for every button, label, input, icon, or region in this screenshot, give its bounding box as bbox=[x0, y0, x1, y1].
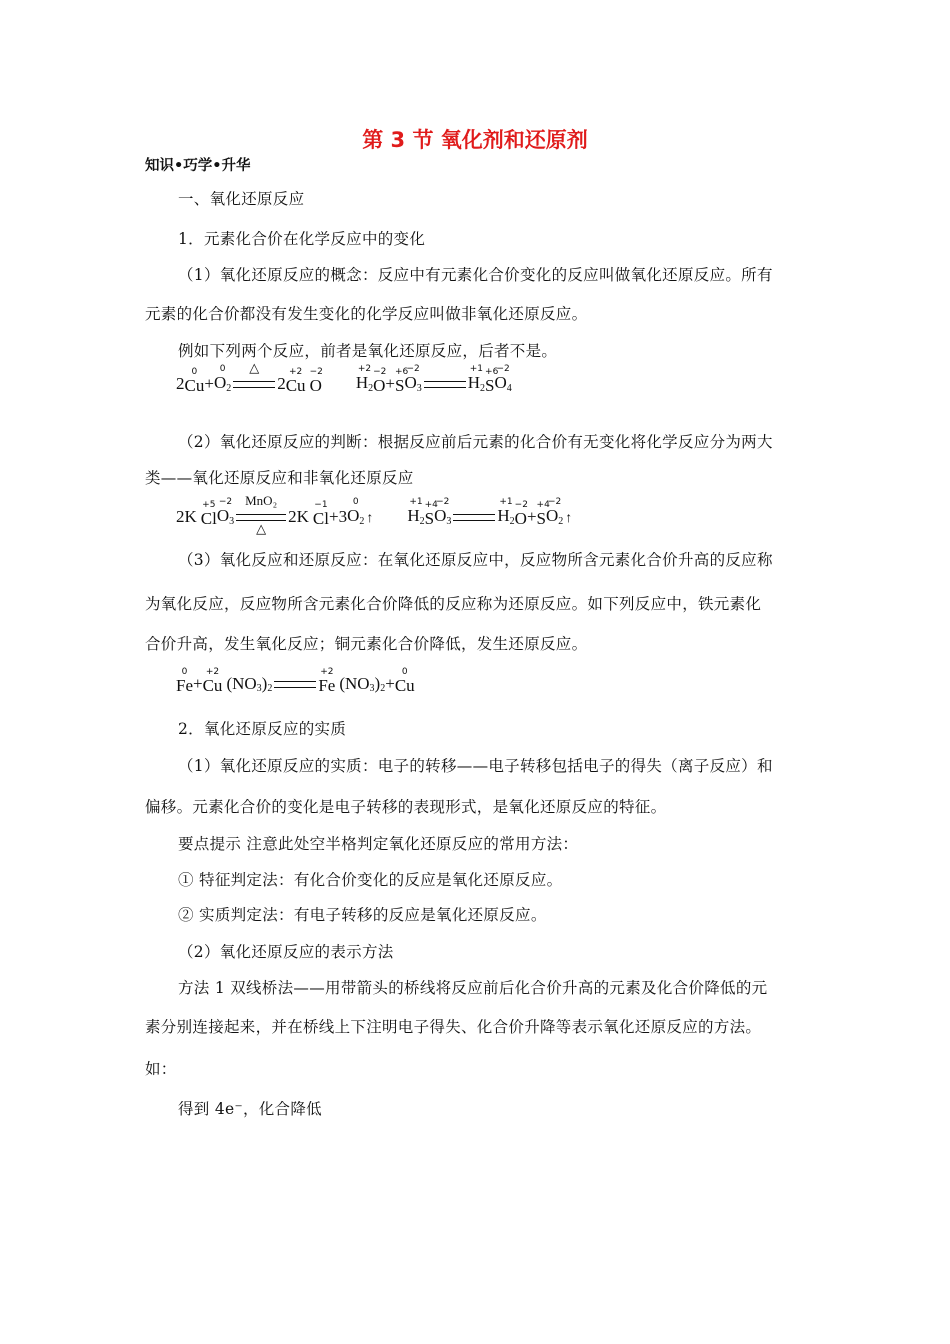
equals-sign bbox=[274, 681, 316, 688]
plus-sign: + bbox=[526, 507, 537, 526]
oxidation-state: −2 bbox=[373, 367, 387, 377]
element: Cl bbox=[312, 509, 329, 528]
element: O bbox=[216, 506, 230, 525]
oxidation-state: 0 bbox=[352, 497, 359, 507]
element: Fe bbox=[176, 676, 193, 695]
species-s bbox=[424, 500, 438, 528]
element: S bbox=[536, 509, 546, 528]
paragraph-line: 为氧化反应，反应物所含元素化合价降低的反应称为还原反应。如下列反应中，铁元素化 bbox=[145, 595, 762, 613]
element: O bbox=[494, 373, 507, 392]
section-label: 知识•巧学•升华 bbox=[145, 158, 251, 174]
species-cu bbox=[184, 367, 205, 395]
species-fe bbox=[318, 667, 336, 695]
list-item: ① 特征判定法：有化合价变化的反应是氧化还原反应。 bbox=[178, 871, 563, 889]
species-o bbox=[494, 364, 512, 394]
oxidation-state: +6 bbox=[485, 367, 499, 377]
subscript: 2 bbox=[509, 516, 515, 527]
element: H bbox=[497, 506, 510, 525]
oxidation-state: +4 bbox=[536, 500, 550, 510]
oxidation-state: −2 bbox=[436, 497, 450, 507]
element: Cu bbox=[394, 676, 415, 695]
oxidation-state: −2 bbox=[548, 497, 562, 507]
oxidation-state: +2 bbox=[357, 364, 372, 374]
paragraph-line: （2）氧化还原反应的判断：根据反应前后元素的化合价有无变化将化学反应分为两大 bbox=[178, 433, 773, 451]
paragraph-line: （1）氧化还原反应的概念：反应中有元素化合价变化的反应叫做氧化还原反应。所有 bbox=[178, 266, 773, 284]
equation-row-2 bbox=[176, 493, 573, 536]
bracket: ) bbox=[261, 674, 268, 693]
subscript: 3 bbox=[369, 683, 375, 694]
element: Cu bbox=[184, 376, 205, 395]
paragraph-line: 如： bbox=[145, 1060, 177, 1078]
subscript: 3 bbox=[446, 516, 452, 527]
oxidation-state: +2 bbox=[320, 667, 334, 677]
paragraph-line: （2）氧化还原反应的表示方法 bbox=[178, 943, 394, 961]
oxidation-state: −2 bbox=[514, 500, 528, 510]
oxidation-state: −2 bbox=[406, 364, 420, 374]
oxidation-state: +2 bbox=[205, 667, 220, 677]
species-cu bbox=[394, 667, 415, 695]
oxidation-state: −2 bbox=[309, 367, 323, 377]
species-cl bbox=[200, 500, 217, 528]
oxidation-state: +6 bbox=[395, 367, 409, 377]
subscript: 2 bbox=[359, 516, 365, 527]
coefficient: 3 bbox=[338, 507, 348, 526]
oxidation-state: +4 bbox=[424, 500, 438, 510]
species-o bbox=[216, 497, 235, 527]
species-h bbox=[355, 364, 374, 394]
oxidation-state: +5 bbox=[202, 500, 216, 510]
species-s bbox=[536, 500, 550, 528]
species-h bbox=[407, 497, 425, 527]
equation-row-3 bbox=[176, 667, 415, 695]
coefficient: 2K bbox=[176, 507, 197, 526]
coefficient: 2 bbox=[277, 374, 286, 393]
element: O bbox=[373, 376, 386, 395]
species-o bbox=[546, 497, 564, 527]
element: O bbox=[347, 506, 360, 525]
species-o bbox=[373, 367, 387, 395]
element: H bbox=[355, 373, 369, 392]
reaction-condition: △ bbox=[249, 360, 260, 375]
oxidation-state: 0 bbox=[181, 667, 188, 677]
heading-1: 一、氧化还原反应 bbox=[178, 190, 305, 208]
species-fe bbox=[176, 667, 193, 695]
gas-arrow-icon: ↑ bbox=[366, 511, 374, 526]
species-o2 bbox=[213, 364, 232, 394]
element: O bbox=[514, 509, 527, 528]
subscript: 3 bbox=[256, 683, 262, 694]
species-s bbox=[395, 367, 409, 395]
oxidation-state: −1 bbox=[314, 500, 328, 510]
equation-row-1 bbox=[176, 360, 512, 395]
element: O bbox=[404, 373, 417, 392]
paragraph-line: 类——氧化还原反应和非氧化还原反应 bbox=[145, 469, 414, 487]
paragraph-line: 得到 4e⁻，化合降低 bbox=[178, 1100, 322, 1118]
plus-sign: + bbox=[328, 507, 339, 526]
oxidation-state: +1 bbox=[499, 497, 513, 507]
plus-sign: + bbox=[193, 674, 203, 693]
element: Cu bbox=[285, 376, 306, 395]
heading-2: 2．氧化还原反应的实质 bbox=[178, 720, 347, 738]
plus-sign: + bbox=[385, 674, 395, 693]
plus-sign: + bbox=[204, 374, 214, 393]
paragraph-line: （1）氧化还原反应的实质：电子的转移——电子转移包括电子的得失（离子反应）和 bbox=[178, 757, 773, 775]
paragraph-line: 元素的化合价都没有发生变化的化学反应叫做非氧化还原反应。 bbox=[145, 305, 588, 323]
element: O bbox=[434, 506, 447, 525]
plus-sign: + bbox=[385, 374, 395, 393]
paragraph-line: 方法 1 双线桥法——用带箭头的桥线将反应前后化合价升高的元素及化合价降低的元 bbox=[178, 979, 768, 997]
species-o2 bbox=[347, 497, 365, 527]
element: Cl bbox=[200, 509, 217, 528]
species-o bbox=[514, 500, 528, 528]
species-cu bbox=[285, 367, 306, 395]
catalyst-label: MnO₂ bbox=[245, 493, 278, 508]
element: S bbox=[485, 376, 495, 395]
oxidation-state: +2 bbox=[289, 367, 303, 377]
species-o bbox=[434, 497, 452, 527]
coefficient: 2K bbox=[288, 507, 309, 526]
species-o bbox=[404, 364, 422, 394]
subscript: 4 bbox=[506, 383, 512, 394]
paragraph-line: （3）氧化反应和还原反应：在氧化还原反应中，反应物所含元素化合价升高的反应称 bbox=[178, 551, 773, 569]
subscript: 3 bbox=[229, 516, 235, 527]
paragraph-line: 例如下列两个反应，前者是氧化还原反应，后者不是。 bbox=[178, 342, 558, 360]
subscript: 2 bbox=[226, 383, 232, 394]
oxidation-state: 0 bbox=[219, 364, 226, 374]
subscript: 2 bbox=[368, 383, 374, 394]
nitrate-group: (NO bbox=[339, 674, 370, 693]
equals-sign bbox=[233, 360, 275, 388]
species-o bbox=[309, 367, 323, 395]
oxidation-state: −2 bbox=[496, 364, 510, 374]
element: S bbox=[395, 376, 405, 395]
species-cu bbox=[202, 667, 223, 695]
element: O bbox=[213, 373, 227, 392]
paragraph-line: 素分别连接起来，并在桥线上下注明电子得失、化合价升降等表示氧化还原反应的方法。 bbox=[145, 1018, 762, 1036]
species-h bbox=[467, 364, 486, 394]
element: S bbox=[424, 509, 435, 528]
species-s bbox=[485, 367, 499, 395]
bracket: ) bbox=[374, 674, 381, 693]
element: H bbox=[407, 506, 420, 525]
element: H bbox=[467, 373, 481, 392]
subscript: 2 bbox=[480, 383, 486, 394]
element: O bbox=[546, 506, 559, 525]
subscript: 2 bbox=[380, 683, 386, 694]
list-item: ② 实质判定法：有电子转移的反应是氧化还原反应。 bbox=[178, 906, 547, 924]
page-title: 第 3 节 氧化剂和还原剂 bbox=[362, 128, 588, 152]
oxidation-state: −2 bbox=[218, 497, 233, 507]
oxidation-state: +1 bbox=[469, 364, 484, 374]
oxidation-state: 0 bbox=[401, 667, 408, 677]
subscript: 2 bbox=[267, 683, 273, 694]
element: Cu bbox=[202, 676, 223, 695]
paragraph-line: 合价升高，发生氧化反应；铜元素化合价降低，发生还原反应。 bbox=[145, 635, 588, 653]
species-h bbox=[497, 497, 515, 527]
paragraph-line: 偏移。元素化合价的变化是电子转移的表现形式，是氧化还原反应的特征。 bbox=[145, 798, 667, 816]
oxidation-state: +1 bbox=[409, 497, 423, 507]
element: O bbox=[309, 376, 322, 395]
heading-1-1: 1．元素化合价在化学反应中的变化 bbox=[178, 230, 426, 248]
equals-sign bbox=[424, 381, 466, 388]
equals-sign bbox=[453, 514, 495, 521]
equals-sign bbox=[236, 493, 286, 536]
element: Fe bbox=[318, 676, 336, 695]
nitrate-group: (NO bbox=[226, 674, 257, 693]
gas-arrow-icon: ↑ bbox=[565, 511, 573, 526]
coefficient: 2 bbox=[176, 374, 185, 393]
subscript: 2 bbox=[419, 516, 425, 527]
reaction-condition: △ bbox=[256, 521, 267, 536]
subscript: 2 bbox=[558, 516, 564, 527]
subscript: 3 bbox=[416, 383, 422, 394]
oxidation-state: 0 bbox=[191, 367, 198, 377]
species-cl bbox=[312, 500, 329, 528]
tip-line: 要点提示 注意此处空半格判定氧化还原反应的常用方法： bbox=[178, 835, 579, 853]
